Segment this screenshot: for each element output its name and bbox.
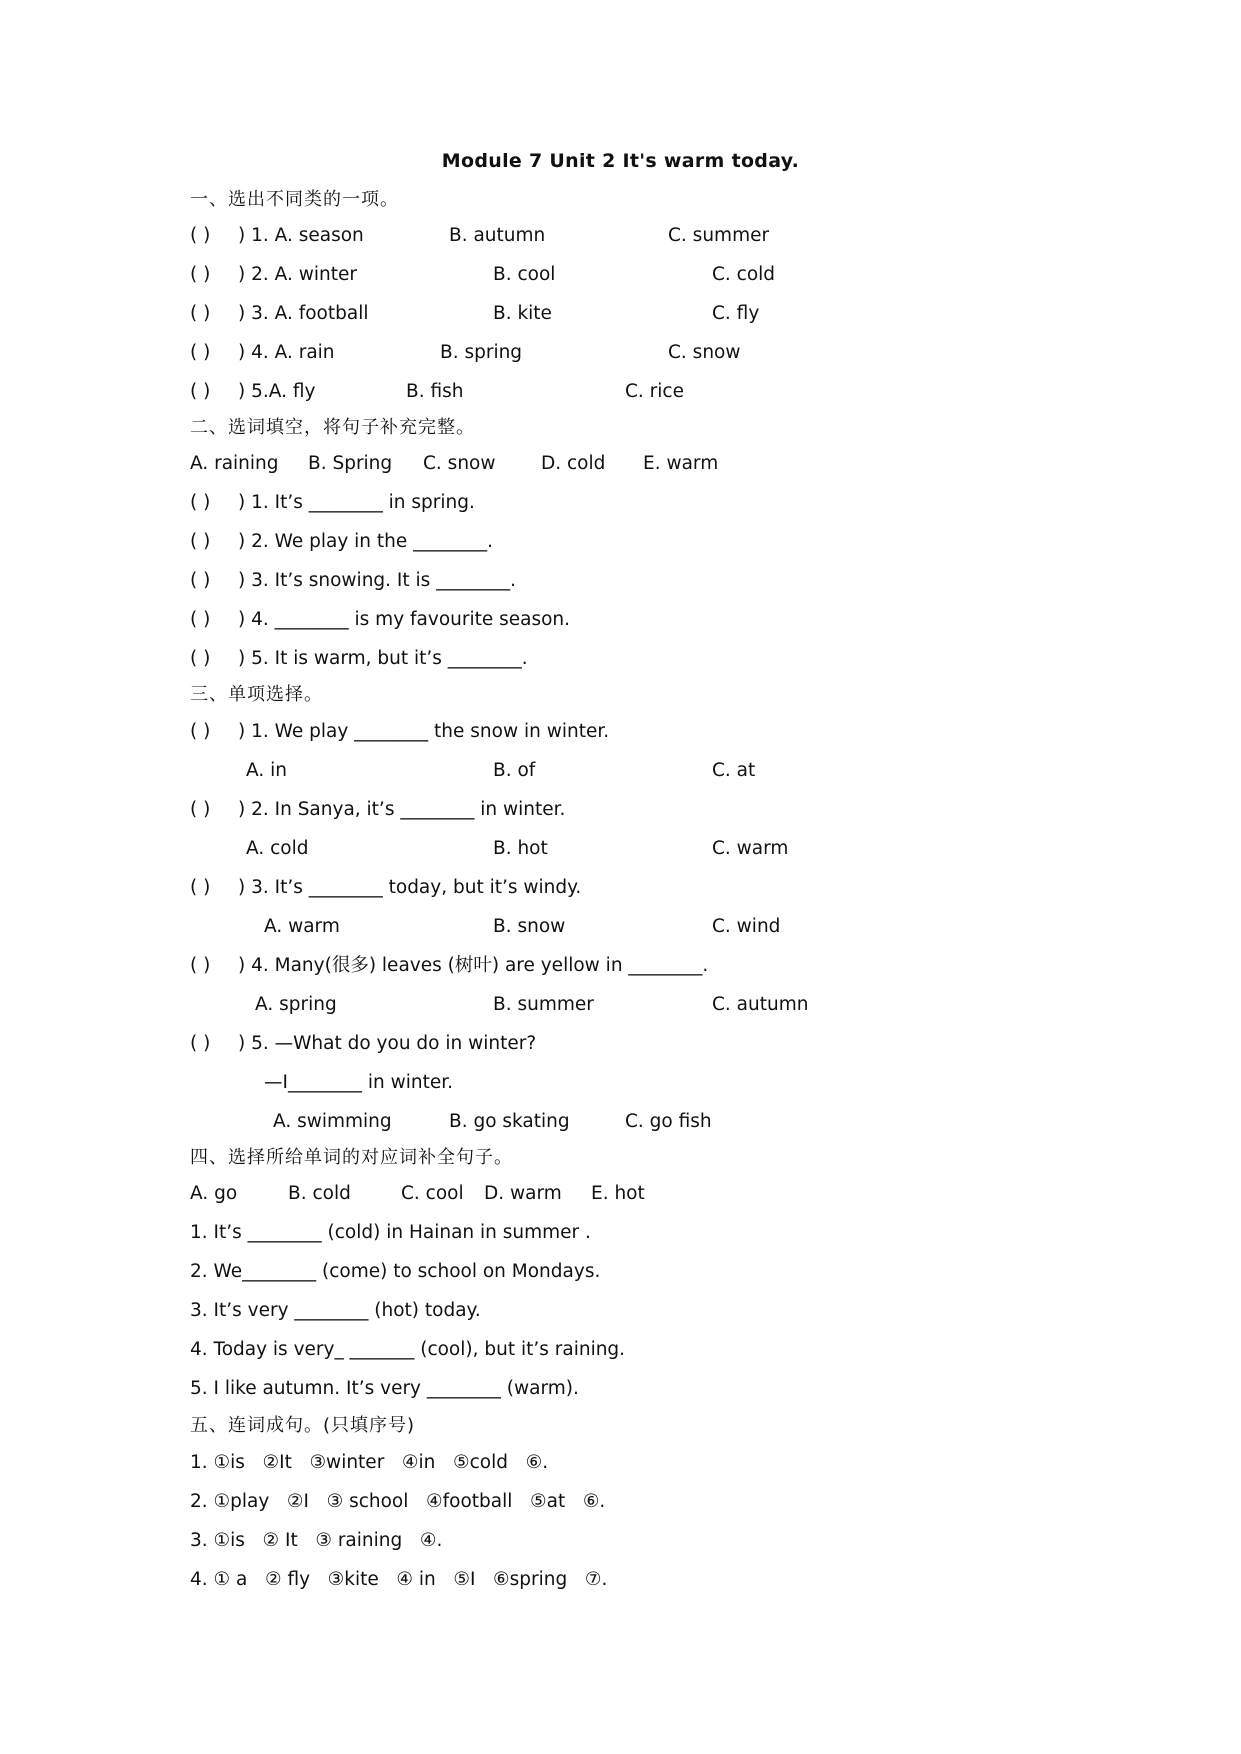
s2-item-3: ( ) ) 3. It’s snowing. It is ________. — [190, 565, 516, 597]
word-option: E. hot — [591, 1183, 645, 1204]
answer-paren[interactable]: ( ) — [190, 381, 211, 402]
answer-paren[interactable]: ( ) — [190, 955, 211, 976]
answer-paren[interactable]: ( ) — [190, 799, 211, 820]
s2-item-4: ( ) ) 4. ________ is my favourite season. — [190, 604, 570, 636]
word-option: E. warm — [643, 453, 719, 474]
option-c: C. go fish — [625, 1111, 712, 1132]
option-b: B. spring — [440, 342, 523, 363]
word-option: D. cold — [541, 453, 606, 474]
option-c: C. wind — [712, 916, 781, 937]
s1-item-2: ( ) ) 2. A. winter B. cool C. cold — [190, 259, 357, 291]
option-a: A. spring — [255, 994, 337, 1015]
option-b: B. kite — [493, 303, 552, 324]
s2-item-5: ( ) ) 5. It is warm, but it’s ________. — [190, 643, 528, 675]
s5-item-2: 2. ①play ②I ③ school ④football ⑤at ⑥. — [190, 1491, 606, 1512]
worksheet-title: Module 7 Unit 2 It's warm today. — [441, 150, 800, 172]
option-a: A. swimming — [273, 1111, 392, 1132]
option-c: C. warm — [712, 838, 789, 859]
option-a: A. warm — [264, 916, 340, 937]
s4-item-5: 5. I like autumn. It’s very ________ (warm). — [190, 1378, 579, 1399]
answer-paren[interactable]: ( ) — [190, 342, 211, 363]
section-1-heading: 一、选出不同类的一项。 — [190, 189, 399, 210]
option-b: B. autumn — [449, 225, 546, 246]
option-b: B. of — [493, 760, 536, 781]
word-option: C. cool — [401, 1183, 464, 1204]
answer-paren[interactable]: ( ) — [190, 264, 211, 285]
s4-item-1: 1. It’s ________ (cold) in Hainan in summer . — [190, 1222, 591, 1243]
s3-question-5: ( ) ) 5. —What do you do in winter? — [190, 1028, 536, 1060]
answer-paren[interactable]: ( ) — [190, 570, 211, 591]
answer-paren[interactable]: ( ) — [190, 531, 211, 552]
option-c: C. autumn — [712, 994, 809, 1015]
answer-paren[interactable]: ( ) — [190, 303, 211, 324]
answer-paren[interactable]: ( ) — [190, 877, 211, 898]
option-b: B. cool — [493, 264, 556, 285]
s5-item-1: 1. ①is ②It ③winter ④in ⑤cold ⑥. — [190, 1452, 549, 1473]
option-c: C. cold — [712, 264, 776, 285]
option-c: C. fly — [712, 303, 760, 324]
s3-question-3: ( ) ) 3. It’s ________ today, but it’s windy. — [190, 872, 581, 904]
word-option: C. snow — [423, 453, 496, 474]
s2-item-1: ( ) ) 1. It’s ________ in spring. — [190, 487, 475, 519]
section-2-heading: 二、选词填空，将句子补充完整。 — [190, 417, 475, 438]
option-b: B. snow — [493, 916, 566, 937]
answer-paren[interactable]: ( ) — [190, 648, 211, 669]
option-b: B. fish — [406, 381, 464, 402]
word-option: B. cold — [288, 1183, 351, 1204]
word-option: A. go — [190, 1183, 238, 1204]
s1-item-3: ( ) ) 3. A. football B. kite C. fly — [190, 298, 369, 330]
option-c: C. summer — [668, 225, 770, 246]
word-option: D. warm — [484, 1183, 562, 1204]
section-5-heading: 五、连词成句。(只填序号) — [190, 1415, 416, 1436]
option-a: A. cold — [246, 838, 309, 859]
answer-paren[interactable]: ( ) — [190, 492, 211, 513]
option-c: C. at — [712, 760, 756, 781]
section-4-heading: 四、选择所给单词的对应词补全句子。 — [190, 1147, 513, 1168]
s3-question-1: ( ) ) 1. We play ________ the snow in winter. — [190, 716, 609, 748]
word-option: A. raining — [190, 453, 279, 474]
s2-item-2: ( ) ) 2. We play in the ________. — [190, 526, 493, 558]
s1-item-4: ( ) ) 4. A. rain B. spring C. snow — [190, 337, 335, 369]
section-3-heading: 三、单项选择。 — [190, 684, 323, 705]
option-b: B. hot — [493, 838, 548, 859]
s4-item-4: 4. Today is very_ _______ (cool), but it’s raining. — [190, 1339, 626, 1360]
worksheet-page: Module 7 Unit 2 It's warm today. 一、选出不同类的一项。 ( ) ) 1. A. season B. autumn C. summer ( ) ) 2. A. winter B. cool C. cold ( ) ) 3. A. football B. kite C. fly ( ) ) 4. A. rain B. spring C. snow ( ) ) 5.A. fly B. fish C. rice 二、选词填空，将句子补充完整。 A. raining B. Spring C. snow D. cold E. warm ( ) ) 1. It’s ________ in spring. ( ) ) 2. We play in the ________. ( ) ) 3. It’s snowing. It is ________. ( ) ) 4. ________ is my favourite season. ( ) ) 5. It is warm, but it’s ________. 三、单项选择。 ( ) ) 1. We play ________ the snow in winter. A. in B. of C. at ( ) ) 2. In Sanya, it’s ________ in winter. A. cold B. hot C. warm ( ) ) 3. It’s ________ today, but it’s windy. A. warm B. snow C. wind ( ) ) 4. Many(很多) leaves (树叶) are yellow in ________. A. spring B. summer C. autumn ( ) ) 5. —What do you do in winter? —I________ in winter. A. swimming B. go skating C. go fish 四、选择所给单词的对应词补全句子。 A. go B. cold C. cool D. warm E. hot 1. It’s ________ (cold) in Hainan in summer . 2. We________ (come) to school on Mondays. 3. It’s very ________ (hot) today. 4. Today is very_ _______ (cool), but it’s raining. 5. I like autumn. It’s very ________ (warm). 五、连词成句。(只填序号) 1. ①is ②It ③winter ④in ⑤cold ⑥. 2. ①play ②I ③ school ④football ⑤at ⑥. 3. ①is ② It ③ raining ④. 4. ① a ② fly ③kite ④ in ⑤I ⑥spring ⑦. — [0, 0, 1241, 1754]
s4-item-2: 2. We________ (come) to school on Mondays. — [190, 1261, 601, 1282]
s4-item-3: 3. It’s very ________ (hot) today. — [190, 1300, 481, 1321]
answer-paren[interactable]: ( ) — [190, 609, 211, 630]
s1-item-1: ( ) ) 1. A. season B. autumn C. summer — [190, 220, 364, 252]
answer-paren[interactable]: ( ) — [190, 1033, 211, 1054]
s5-item-3: 3. ①is ② It ③ raining ④. — [190, 1530, 443, 1551]
option-a: A. in — [246, 760, 287, 781]
option-b: B. summer — [493, 994, 594, 1015]
word-option: B. Spring — [308, 453, 393, 474]
answer-paren[interactable]: ( ) — [190, 225, 211, 246]
s3-question-2: ( ) ) 2. In Sanya, it’s ________ in winter. — [190, 794, 565, 826]
s1-item-5: ( ) ) 5.A. fly B. fish C. rice — [190, 376, 315, 408]
option-b: B. go skating — [449, 1111, 570, 1132]
option-c: C. snow — [668, 342, 741, 363]
s3-question-4: ( ) ) 4. Many(很多) leaves (树叶) are yellow in ________. — [190, 950, 708, 982]
s5-item-4: 4. ① a ② fly ③kite ④ in ⑤I ⑥spring ⑦. — [190, 1569, 608, 1590]
answer-paren[interactable]: ( ) — [190, 721, 211, 742]
option-c: C. rice — [625, 381, 684, 402]
